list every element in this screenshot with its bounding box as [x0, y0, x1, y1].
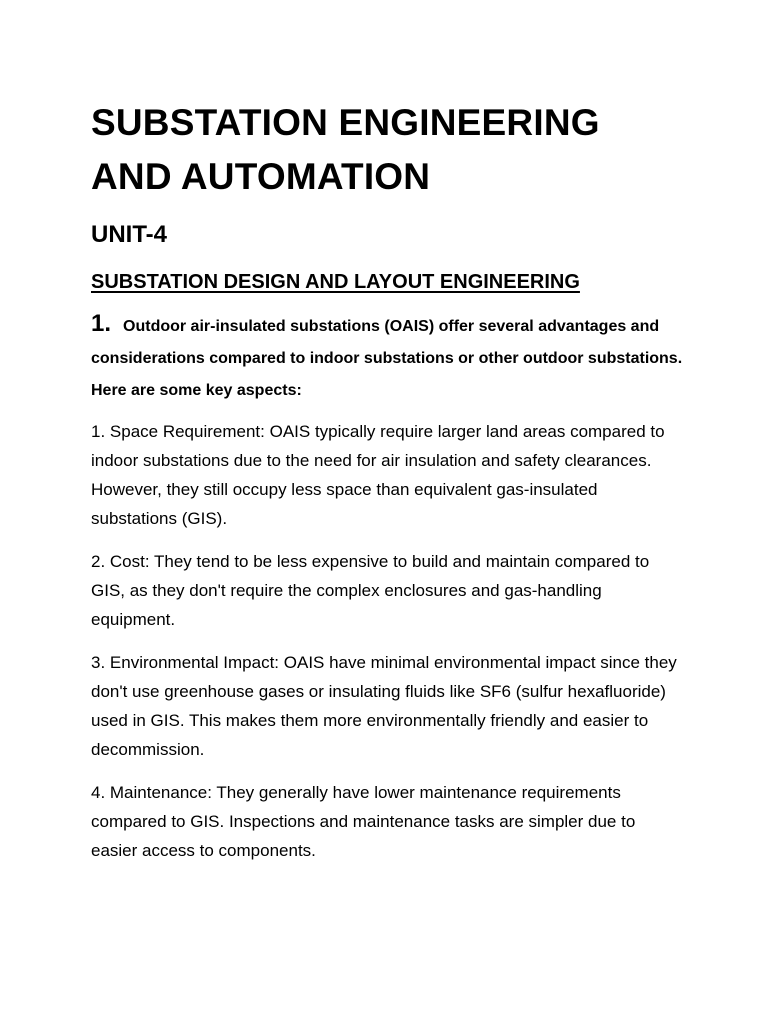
section-heading: SUBSTATION DESIGN AND LAYOUT ENGINEERING [91, 271, 580, 293]
intro-paragraph [91, 308, 686, 407]
intro-number: 1. [91, 310, 112, 337]
intro-text: Outdoor air-insulated substations (OAIS) offer several advantages and considerations compared to indoor substations or other outdoor substations. Here are some key aspects: [91, 318, 683, 399]
list-item-cost: 2. Cost: They tend to be less expensive to build and maintain compared to GIS, as they don't require the complex enclosures and gas-handling equipment. [91, 552, 650, 629]
list-item-environmental-impact: 3. Environmental Impact: OAIS have minimal environmental impact since they don't use greenhouse gases or insulating fluids like SF6 (sulfur hexafluoride) used in GIS. This makes them more environmentally friendly and easier to decommission. [91, 653, 677, 759]
unit-heading: UNIT-4 [91, 221, 168, 248]
document-page [91, 96, 691, 865]
list-item-maintenance: 4. Maintenance: They generally have lower maintenance requirements compared to GIS. Inspections and maintenance tasks are simpler due to easier access to components. [91, 783, 636, 860]
list-item-space-requirement: 1. Space Requirement: OAIS typically require larger land areas compared to indoor substations due to the need for air insulation and safety clearances. However, they still occupy less space than equivalent gas-insulated substations (GIS). [91, 422, 665, 528]
title-line-2: AND AUTOMATION [91, 156, 431, 197]
title-line-1: SUBSTATION ENGINEERING [91, 102, 600, 143]
document-title [91, 96, 691, 204]
